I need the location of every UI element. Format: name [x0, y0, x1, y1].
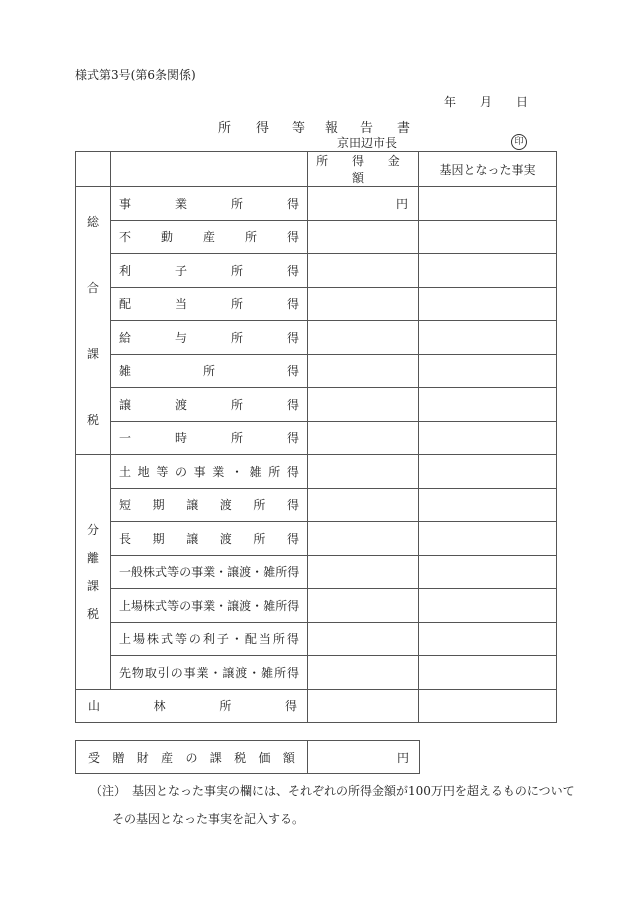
income-label: 土 地 等 の 事 業 ・ 雑 所 得 — [111, 455, 308, 489]
gift-label: 受 贈 財 産 の 課 税 価 額 — [76, 741, 308, 774]
amount-field[interactable] — [308, 287, 419, 321]
table-row — [76, 656, 557, 690]
amount-field[interactable] — [308, 254, 419, 288]
gift-value-table — [75, 740, 420, 774]
facts-field[interactable] — [419, 388, 557, 422]
amount-field[interactable] — [308, 689, 419, 723]
title-char: 等 — [292, 121, 306, 136]
facts-field[interactable] — [419, 354, 557, 388]
header-blank — [111, 152, 308, 187]
table-row — [76, 354, 557, 388]
table-row — [76, 622, 557, 656]
table-row — [76, 488, 557, 522]
amount-field[interactable] — [308, 522, 419, 556]
category-comprehensive: 総 合 課 税 — [76, 187, 111, 455]
amount-field[interactable] — [308, 321, 419, 355]
facts-field[interactable] — [419, 187, 557, 221]
table-row — [76, 388, 557, 422]
note-line-1: （注） 基因となった事実の欄には、それぞれの所得金額が100万円を超えるものについて — [90, 784, 575, 798]
income-label: 譲 渡 所 得 — [111, 388, 308, 422]
gift-amount-field[interactable]: 円 — [308, 741, 420, 774]
income-label: 短 期 譲 渡 所 得 — [111, 488, 308, 522]
income-label: 一 般 株 式 等 の 事 業 ・ 譲 渡 ・ 雑 所 得 — [111, 555, 308, 589]
amount-field[interactable] — [308, 455, 419, 489]
column-header-amount: 所 得 金 額 — [308, 152, 419, 187]
header-row — [76, 152, 557, 187]
facts-field[interactable] — [419, 488, 557, 522]
facts-field[interactable] — [419, 589, 557, 623]
amount-field[interactable] — [308, 220, 419, 254]
table-row-forest — [76, 689, 557, 723]
income-label: 雑 所 得 — [111, 354, 308, 388]
income-label: 上 場 株 式 等 の 利 子 ・ 配 当 所 得 — [111, 622, 308, 656]
title-char: 得 — [256, 121, 270, 136]
facts-field[interactable] — [419, 522, 557, 556]
facts-field[interactable] — [419, 287, 557, 321]
amount-field[interactable] — [308, 656, 419, 690]
income-label: 一 時 所 得 — [111, 421, 308, 455]
income-label: 先 物 取 引 の 事 業 ・ 譲 渡 ・ 雑 所 得 — [111, 656, 308, 690]
facts-field[interactable] — [419, 656, 557, 690]
amount-field[interactable] — [308, 622, 419, 656]
amount-field[interactable] — [308, 555, 419, 589]
table-row — [76, 187, 557, 221]
seal-icon: 印 — [511, 134, 527, 150]
form-number: 様式第3号(第6条関係) — [75, 68, 196, 82]
table-row — [76, 522, 557, 556]
income-label: 山 林 所 得 — [76, 689, 308, 723]
title-char: 告 — [360, 121, 374, 136]
table-row — [76, 254, 557, 288]
facts-field[interactable] — [419, 622, 557, 656]
amount-field[interactable] — [308, 388, 419, 422]
amount-field[interactable] — [308, 421, 419, 455]
facts-field[interactable] — [419, 321, 557, 355]
amount-field[interactable] — [308, 589, 419, 623]
income-label: 上 場 株 式 等 の 事 業 ・ 譲 渡 ・ 雑 所 得 — [111, 589, 308, 623]
table-row — [76, 321, 557, 355]
column-header-facts: 基因となった事実 — [419, 152, 557, 187]
title-char: 書 — [397, 121, 411, 136]
income-label: 給 与 所 得 — [111, 321, 308, 355]
income-label: 事 業 所 得 — [111, 187, 308, 221]
amount-field[interactable] — [308, 488, 419, 522]
amount-field[interactable] — [308, 354, 419, 388]
table-row — [76, 455, 557, 489]
date-month-label: 月 — [480, 95, 493, 109]
table-row — [76, 555, 557, 589]
facts-field[interactable] — [419, 455, 557, 489]
addressee: 京田辺市長 — [337, 136, 398, 150]
facts-field[interactable] — [419, 220, 557, 254]
table-row — [76, 220, 557, 254]
category-separate: 分 離 課 税 — [76, 455, 111, 690]
facts-field[interactable] — [419, 555, 557, 589]
income-table — [75, 151, 557, 723]
income-label: 利 子 所 得 — [111, 254, 308, 288]
title-char: 報 — [325, 121, 339, 136]
income-label: 不 動 産 所 得 — [111, 220, 308, 254]
table-row — [76, 589, 557, 623]
table-row — [76, 741, 420, 774]
table-row — [76, 421, 557, 455]
facts-field[interactable] — [419, 689, 557, 723]
note-line-2: その基因となった事実を記入する。 — [112, 812, 305, 826]
facts-field[interactable] — [419, 421, 557, 455]
date-year-label: 年 — [444, 95, 457, 109]
income-label: 長 期 譲 渡 所 得 — [111, 522, 308, 556]
facts-field[interactable] — [419, 254, 557, 288]
income-label: 配 当 所 得 — [111, 287, 308, 321]
table-row — [76, 287, 557, 321]
header-blank — [76, 152, 111, 187]
title-char: 所 — [218, 121, 232, 136]
date-day-label: 日 — [516, 95, 529, 109]
amount-field[interactable]: 円 — [308, 187, 419, 221]
